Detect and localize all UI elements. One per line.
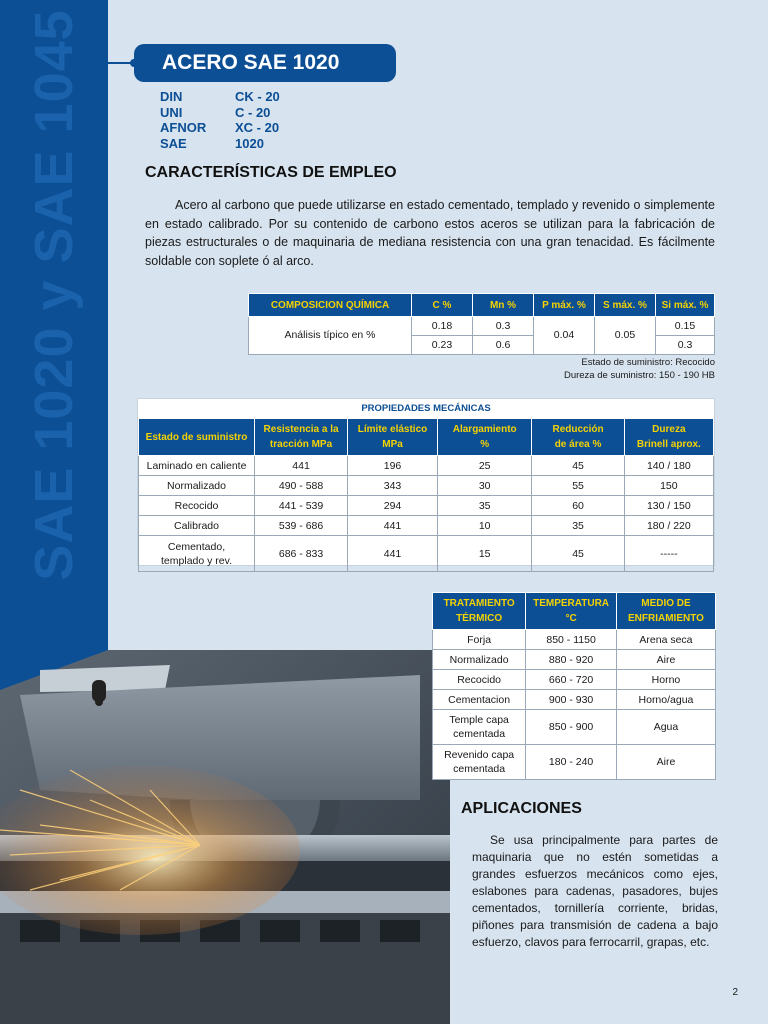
page-title: ACERO SAE 1020 (134, 44, 396, 82)
mechanical-header-cell-line: Límite elástico (357, 424, 428, 435)
composition-row (249, 317, 715, 336)
alargamiento-cell: 25 (437, 456, 531, 476)
si-max: 0.3 (656, 336, 715, 355)
employment-heading: CARACTERÍSTICAS DE EMPLEO (145, 164, 397, 181)
heat-treatment-panel (432, 592, 716, 780)
treatment-header-cell-line: ENFRIAMIENTO (627, 613, 704, 624)
mechanical-row (139, 496, 714, 516)
mechanical-header-cell (532, 419, 624, 456)
tratamiento-cell (433, 650, 526, 670)
treatment-header-cell-line: TÉRMICO (456, 613, 503, 624)
c-min: 0.18 (412, 317, 473, 336)
standard-code: CK - 20 (235, 89, 280, 104)
composition-table (248, 293, 715, 355)
treatment-row (433, 650, 716, 670)
mechanical-header-cell-line: Estado de suministro (145, 431, 248, 443)
equivalence-list (160, 89, 280, 151)
mechanical-header-cell-line: % (480, 439, 490, 450)
page-number: 2 (732, 987, 738, 998)
estado-cell-line: Laminado en caliente (146, 459, 247, 472)
treatment-header-cell (526, 593, 617, 630)
c-max: 0.23 (412, 336, 473, 355)
limite-cell: 441 (348, 536, 438, 572)
estado-cell (139, 476, 255, 496)
applications-paragraph: Se usa principalmente para partes de maquinaria que no estén sometidas a grandes esfuerzos mecánicos como ejes, eslabones para cadenas, pasadores, bujes cementados, tornillería corriente, bridas, piñones para transmisión de cadena a bajo esfuerzo, clavos para ferrocarril, grapas, etc. (472, 833, 718, 949)
mechanical-header-cell-line: Alargamiento (452, 424, 517, 435)
mechanical-row (139, 456, 714, 476)
mechanical-header-cell (348, 419, 438, 456)
tratamiento-cell-line: Cementacion (448, 693, 511, 706)
mechanical-row (139, 516, 714, 536)
supply-hardness-note: Dureza de suministro: 150 - 190 HB (563, 369, 715, 381)
mn-max: 0.6 (473, 336, 534, 355)
treatment-row (433, 745, 716, 780)
treatment-row (433, 690, 716, 710)
treatment-header-cell (433, 593, 526, 630)
applications-heading: APLICACIONES (461, 800, 582, 817)
estado-cell-line: templado y rev. (161, 554, 233, 567)
mn-min: 0.3 (473, 317, 534, 336)
estado-cell (139, 456, 255, 476)
reduccion-cell: 45 (532, 536, 624, 572)
mechanical-header-cell-line: Resistencia a la (263, 424, 339, 435)
medio-cell: Agua (616, 710, 715, 745)
mechanical-caption: PROPIEDADES MECÁNICAS (361, 403, 491, 414)
reduccion-cell: 35 (532, 516, 624, 536)
equivalence-row (160, 136, 280, 152)
medio-cell: Horno/agua (616, 690, 715, 710)
temperatura-cell: 850 - 1150 (526, 630, 617, 650)
standard-code: XC - 20 (235, 120, 280, 135)
supply-state-note: Estado de suministro: Recocido (581, 357, 715, 368)
mechanical-header-cell-line: tracción MPa (269, 439, 333, 450)
mechanical-header-cell (139, 419, 255, 456)
treatment-row (433, 670, 716, 690)
heat-treatment-table (432, 592, 716, 780)
tratamiento-cell (433, 670, 526, 690)
tratamiento-cell-line: Revenido capa (444, 749, 515, 761)
header-si: Si máx. % (656, 294, 715, 317)
standard-label: DIN (160, 89, 183, 104)
dureza-cell: ----- (624, 536, 713, 572)
employment-paragraph: Acero al carbono que puede utilizarse en estado cementado, templado y revenido o simplemente en estado calibrado. Por su contenido de carbono estos aceros se utilizan para la fabricación de piezas estructurales o de maquinaria de mediana resistencia con una gran tenacidad. Es fácilmente soldable con soplete ó al arco. (145, 198, 715, 268)
dureza-cell: 130 / 150 (624, 496, 713, 516)
s-max: 0.05 (595, 317, 656, 355)
limite-cell: 196 (348, 456, 438, 476)
resistencia-cell: 490 - 588 (255, 476, 348, 496)
mechanical-table (138, 418, 714, 572)
treatment-header-cell-line: TEMPERATURA (533, 598, 610, 609)
dureza-cell: 140 / 180 (624, 456, 713, 476)
standard-code: C - 20 (235, 104, 271, 120)
treatment-header-cell-line: MEDIO DE (641, 598, 691, 609)
standard-label: AFNOR (160, 120, 207, 135)
tratamiento-cell-line: Temple capa (449, 714, 509, 726)
mechanical-header-cell (437, 419, 531, 456)
tratamiento-cell-line: Forja (467, 633, 492, 646)
treatment-header-cell-line: TRATAMIENTO (443, 598, 515, 609)
tratamiento-cell-line: cementada (453, 728, 506, 740)
resistencia-cell: 441 - 539 (255, 496, 348, 516)
medio-cell: Arena seca (616, 630, 715, 650)
estado-cell-line: Recocido (174, 499, 219, 512)
standard-label: SAE (160, 135, 187, 151)
alargamiento-cell: 10 (437, 516, 531, 536)
limite-cell: 343 (348, 476, 438, 496)
mechanical-header-cell-line: de área % (554, 439, 602, 450)
mechanical-row (139, 536, 714, 572)
estado-cell (139, 496, 255, 516)
equivalence-row (160, 120, 280, 136)
standard-code: 1020 (235, 135, 264, 151)
grinding-machine-illustration (0, 650, 450, 1024)
alargamiento-cell: 30 (437, 476, 531, 496)
temperatura-cell: 900 - 930 (526, 690, 617, 710)
estado-cell (139, 516, 255, 536)
p-max: 0.04 (534, 317, 595, 355)
limite-cell: 441 (348, 516, 438, 536)
treatment-header-cell (616, 593, 715, 630)
alargamiento-cell: 35 (437, 496, 531, 516)
dureza-cell: 180 / 220 (624, 516, 713, 536)
mechanical-row (139, 476, 714, 496)
tratamiento-cell (433, 630, 526, 650)
tratamiento-cell (433, 745, 526, 780)
estado-cell-line: Calibrado (174, 519, 219, 532)
mechanical-header-row (139, 419, 714, 456)
si-min: 0.15 (656, 317, 715, 336)
header-p: P máx. % (534, 294, 595, 317)
treatment-header-row (433, 593, 716, 630)
alargamiento-cell: 15 (437, 536, 531, 572)
resistencia-cell: 539 - 686 (255, 516, 348, 536)
estado-cell-line: Cementado, (167, 540, 226, 553)
resistencia-cell: 686 - 833 (255, 536, 348, 572)
mechanical-header-cell (255, 419, 348, 456)
supply-notes (564, 357, 715, 382)
header-s: S máx. % (595, 294, 656, 317)
header-mn: Mn % (473, 294, 534, 317)
mechanical-header-cell-line: Dureza (652, 424, 686, 435)
header-c: C % (412, 294, 473, 317)
grinding-machine-photo (0, 650, 450, 1024)
tratamiento-cell-line: cementada (453, 763, 506, 775)
dureza-cell: 150 (624, 476, 713, 496)
temperatura-cell: 880 - 920 (526, 650, 617, 670)
tratamiento-cell-line: Normalizado (449, 653, 509, 666)
composition-header-row (249, 294, 715, 317)
limite-cell: 294 (348, 496, 438, 516)
treatment-row (433, 710, 716, 745)
reduccion-cell: 55 (532, 476, 624, 496)
temperatura-cell: 180 - 240 (526, 745, 617, 780)
equivalence-row (160, 89, 280, 105)
tratamiento-cell (433, 690, 526, 710)
treatment-header-cell-line: °C (565, 613, 577, 624)
mechanical-header-cell-line: MPa (382, 439, 403, 450)
analysis-label: Análisis típico en % (249, 317, 412, 355)
equivalence-row (160, 105, 280, 121)
mechanical-header-cell (624, 419, 713, 456)
tratamiento-cell-line: Recocido (457, 673, 501, 686)
estado-cell-line: Normalizado (167, 479, 226, 492)
sidebar-vertical-title: SAE 1020 y SAE 1045 (24, 9, 84, 581)
estado-cell (139, 536, 255, 572)
resistencia-cell: 441 (255, 456, 348, 476)
temperatura-cell: 850 - 900 (526, 710, 617, 745)
reduccion-cell: 45 (532, 456, 624, 476)
tratamiento-cell (433, 710, 526, 745)
treatment-row (433, 630, 716, 650)
medio-cell: Aire (616, 745, 715, 780)
header-composicion: COMPOSICION QUÍMICA (249, 294, 412, 317)
medio-cell: Horno (616, 670, 715, 690)
standard-label: UNI (160, 104, 183, 120)
reduccion-cell: 60 (532, 496, 624, 516)
medio-cell: Aire (616, 650, 715, 670)
mechanical-header-cell-line: Reducción (552, 424, 604, 435)
mechanical-properties-panel (137, 398, 715, 566)
mechanical-header-cell-line: Brinell aprox. (636, 439, 701, 450)
temperatura-cell: 660 - 720 (526, 670, 617, 690)
